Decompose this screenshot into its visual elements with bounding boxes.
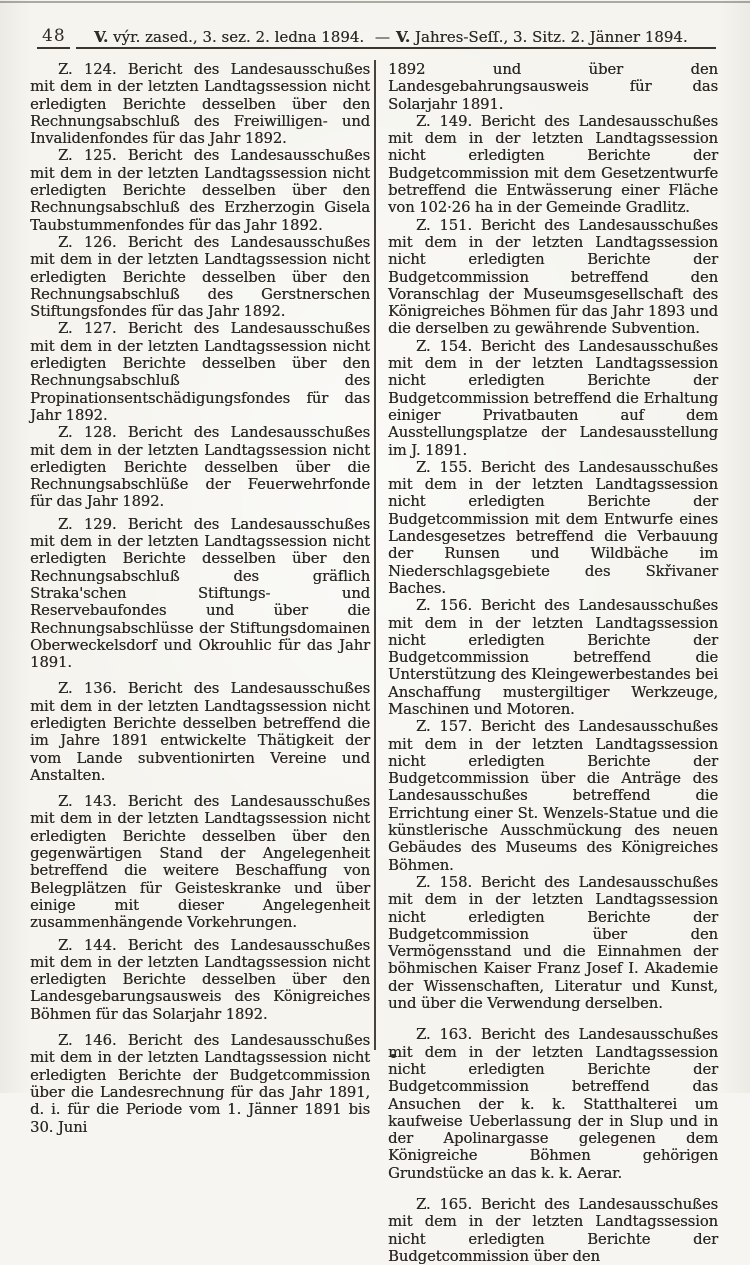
header-rule	[76, 47, 716, 49]
header-dash: —	[374, 28, 390, 46]
agenda-item-z129: Z. 129. Bericht des Landesausschußes mit dem in der letzten Landtagssession nicht erledigten Berichte desselben über den Rechnungsabschluß des gräflich Straka'schen Stiftungs- und Reservebaufondes und über die Rechnungsabschlüsse der Stiftungsdomainen Oberweckelsdorf und Okrouhlic für das Jahr 1891.	[30, 515, 370, 672]
text-column-left	[30, 61, 370, 1136]
agenda-item-z156: Z. 156. Bericht des Landesausschußes mit dem in der letzten Landtagssession nicht erledigten Berichte der Budgetcommission betreffend die Unterstützung des Kleingewerbestandes bei Anschaffung mustergiltiger Werkzeuge, Maschinen und Motoren.	[388, 597, 718, 718]
agenda-item-z124: Z. 124. Bericht des Landesausschußes mit dem in der letzten Landtagssession nicht erledigten Berichte desselben über den Rechnungsabschluß des Freiwilligen- und Invalidenfondes für das Jahr 1892.	[30, 61, 370, 148]
agenda-item-z154: Z. 154. Bericht des Landesausschußes mit dem in der letzten Landtagssession nicht erledigten Berichte der Budgetcommission betreffend die Erhaltung einiger Privatbauten auf dem Ausstellungsplatze der Landesausstellung im J. 1891.	[388, 337, 718, 459]
agenda-item-z151: Z. 151. Bericht des Landesausschußes mit dem in der letzten Landtagssession nicht erledigten Berichte der Budgetcommission betreffend den Voranschlag der Museumsgesellschaft des Königreiches Böhmen für das Jahr 1893 und die derselben zu gewährende Subvention.	[388, 216, 718, 338]
header-czech-volume: V.	[94, 28, 109, 46]
agenda-item-z149: Z. 149. Bericht des Landesausschußes mit dem in der letzten Landtagssession nicht erledigten Berichte der Budgetcommission mit dem Gesetzentwurfe betreffend die Entwässerung einer Fläche von 102·26 ha in der Gemeinde Gradlitz.	[388, 112, 718, 217]
agenda-item-z136: Z. 136. Bericht des Landesausschußes mit dem in der letzten Landtagssession nicht erledigten Berichte desselben betreffend die im Jahre 1891 entwickelte Thätigkeit der vom Lande subventionirten Vereine und Anstalten.	[30, 680, 370, 784]
header-german-session: Jahres-Seſſ., 3. Sitz. 2. Jänner 1894.	[410, 28, 688, 46]
agenda-item-z125: Z. 125. Bericht des Landesausschußes mit dem in der letzten Landtagssession nicht erledigten Berichte desselben über den Rechnungsabschluß des Erzherzogin Gisela Taubstummenfondes für das Jahr 1892.	[30, 147, 370, 234]
header-german-volume: V.	[395, 28, 411, 46]
agenda-item-z143: Z. 143. Bericht des Landesausschußes mit dem in der letzten Landtagssession nicht erledigten Berichte desselben über den gegenwärtigen Stand der Angelegenheit betreffend die weitere Beschaffung von Belegplätzen für Geisteskranke und über einige mit dieser Angelegenheit zusammenhängende Vorkehrungen.	[30, 793, 370, 932]
text-column-right	[388, 61, 718, 1265]
agenda-item-z155: Z. 155. Bericht des Landesausschußes mit dem in der letzten Landtagssession nicht erledigten Berichte der Budgetcommission mit dem Entwurfe eines Landesgesetzes betreffend die Verbauung der Runsen und Wildbäche im Niederschlagsgebiete des Skřivaner Baches.	[388, 458, 718, 597]
agenda-item-z146-continuation: 1892 und über den Landesgebahrungsausweis für das Solarjahr 1891.	[388, 61, 718, 113]
page-number-underline	[37, 47, 70, 49]
scan-artifact-top-edge	[0, 1, 750, 3]
agenda-item-z163: Z. 163. Bericht des Landesausschußes mit dem in der letzten Landtagssession nicht erledigten Berichte der Budgetcommission betreffend das Ansuchen der k. k. Statthalterei um kaufweise Ueberlassung der in Slup und in der Apolinargasse gelegenen dem Königreiche Böhmen gehörigen Grundstücke an das k. k. Aerar.	[388, 1026, 718, 1182]
agenda-item-z128: Z. 128. Bericht des Landesausschußes mit dem in der letzten Landtagssession nicht erledigten Berichte desselben über die Rechnungsabschlüße der Feuerwehrfonde für das Jahr 1892.	[30, 424, 370, 511]
agenda-item-z126: Z. 126. Bericht des Landesausschußes mit dem in der letzten Landtagssession nicht erledigten Berichte desselben über den Rechnungsabschluß des Gerstnerschen Stiftungsfondes für das Jahr 1892.	[30, 233, 370, 321]
page-number: 48	[42, 26, 66, 46]
agenda-item-z127: Z. 127. Bericht des Landesausschußes mit dem in der letzten Landtagssession nicht erledigten Berichte desselben über den Rechnungsabschluß des Propinationsentschädigungsfondes für das Jahr 1892.	[30, 320, 370, 424]
agenda-item-z158: Z. 158. Bericht des Landesausschußes mit dem in der letzten Landtagssession nicht erledigten Berichte der Budgetcommission über den Vermögensstand und die Einnahmen der böhmischen Kaiser Franz Josef I. Akademie der Wissenschaften, Literatur und Kunst, und über die Verwendung derselben.	[388, 873, 718, 1013]
agenda-item-z165: Z. 165. Bericht des Landesausschußes mit dem in der letzten Landtagssession nicht erledigten Berichte der Budgetcommission über den	[388, 1196, 718, 1265]
agenda-item-z146: Z. 146. Bericht des Landesausschußes mit dem in der letzten Landtagssession nicht erledigten Berichte der Budgetcommission über die Landesrechnung für das Jahr 1891, d. i. für die Periode vom 1. Jänner 1891 bis 30. Juni	[30, 1032, 370, 1136]
agenda-item-z157: Z. 157. Bericht des Landesausschußes mit dem in der letzten Landtagssession nicht erledigten Berichte der Budgetcommission über die Anträge des Landesausschußes betreffend die Errichtung einer St. Wenzels-Statue und die künstlerische Ausschmückung des neuen Gebäudes des Museums des Königreiches Böhmen.	[388, 718, 718, 874]
column-divider-rule	[374, 60, 376, 1050]
header-czech-session: výr. zased., 3. sez. 2. ledna 1894.	[108, 28, 369, 46]
running-header	[94, 28, 719, 46]
agenda-item-z144: Z. 144. Bericht des Landesausschußes mit dem in der letzten Landtagssession nicht erledigten Berichte desselben über den Landesgebarungsausweis des Königreiches Böhmen für das Solarjahr 1892.	[30, 936, 370, 1023]
